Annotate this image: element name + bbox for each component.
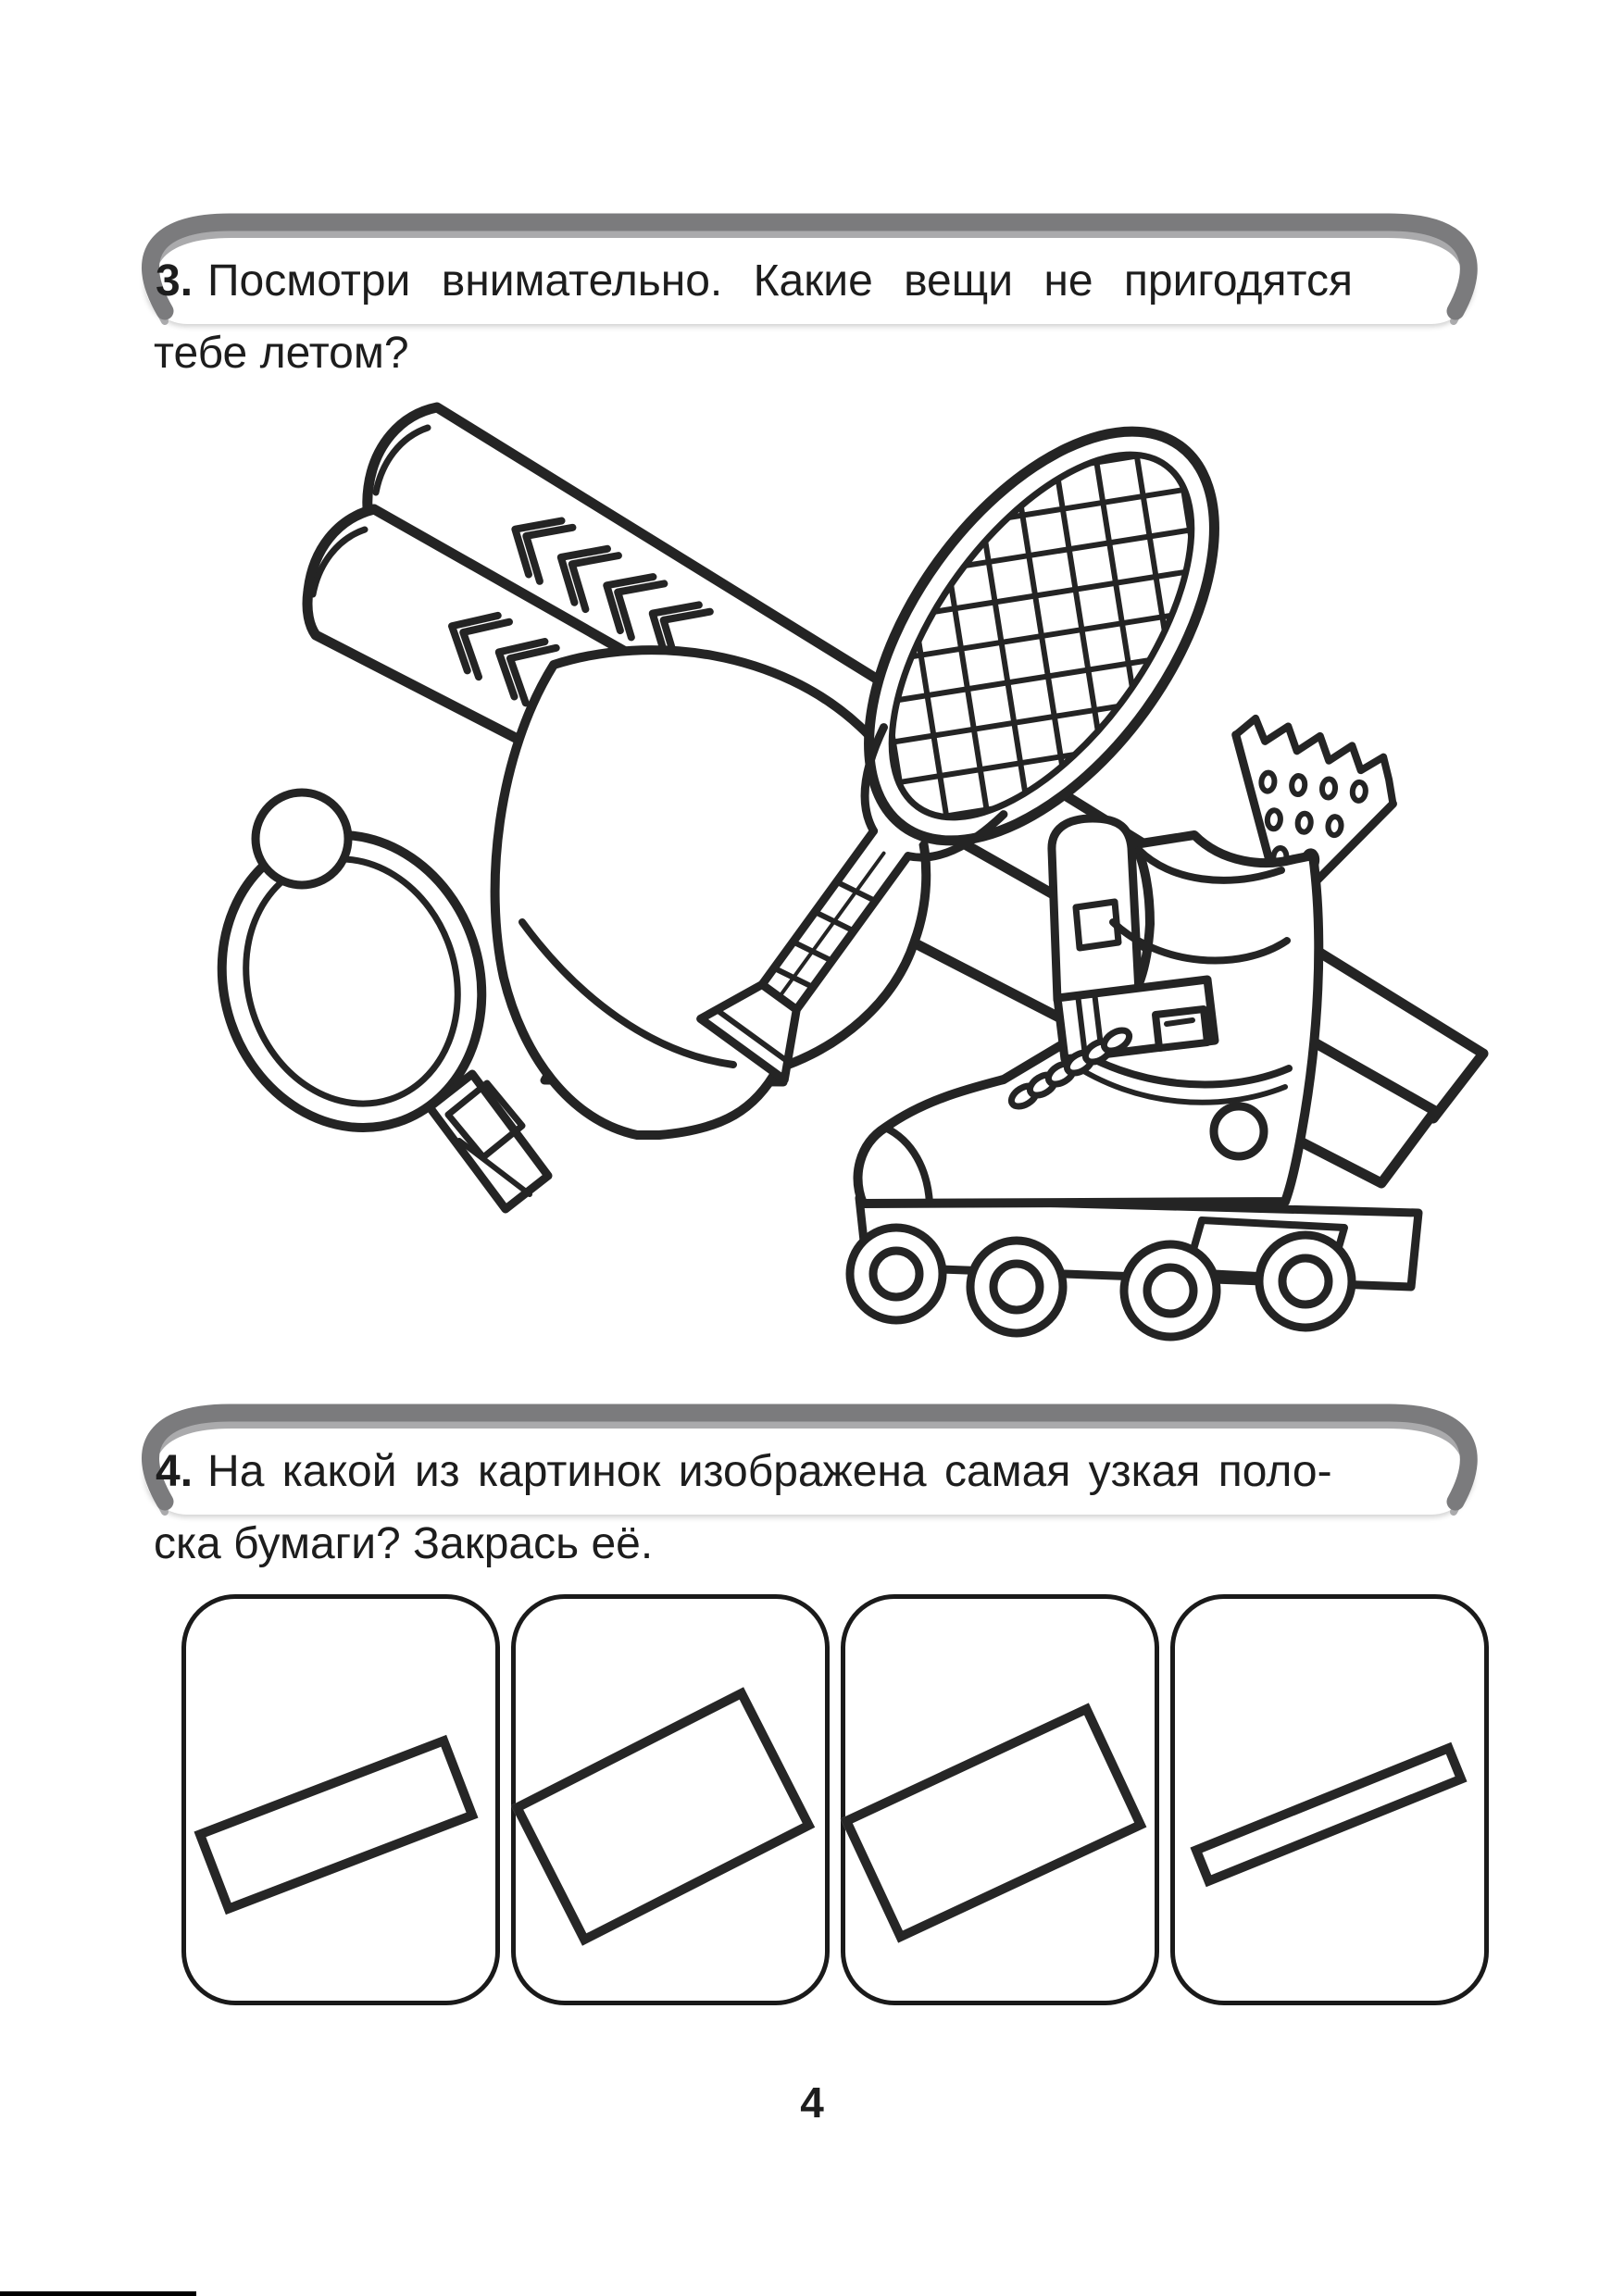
strip-options-row [181, 1594, 1489, 2005]
page-number: 4 [800, 2078, 824, 2127]
table-tennis-ball-icon[interactable] [256, 792, 348, 885]
task-3-text-line-1 [156, 256, 1353, 306]
task-4-text-line-2: ска бумаги? Закрась её. [154, 1519, 654, 1568]
paper-strip-widest[interactable] [511, 1687, 815, 1945]
scan-crop-mark [0, 2291, 196, 2296]
option-card-4[interactable] [1170, 1594, 1489, 2005]
option-card-2[interactable] [511, 1594, 830, 2005]
task-4-question: На какой из картинок изображена самая узкая поло- [207, 1447, 1332, 1496]
paper-strip-narrowest[interactable] [1190, 1742, 1467, 1888]
task-4-text-line-1 [156, 1447, 1332, 1496]
task-3-question: Посмотри внимательно. Какие вещи не пригодятся [207, 256, 1353, 306]
task-3-number: 3. [156, 256, 194, 306]
option-card-1[interactable] [181, 1594, 500, 2005]
paper-strip-medium[interactable] [194, 1735, 478, 1915]
sports-equipment-illustration [130, 400, 1500, 1363]
paper-strip-wide[interactable] [841, 1703, 1147, 1942]
task-3-text-line-2: тебе летом? [154, 329, 409, 378]
task-4-number: 4. [156, 1447, 194, 1496]
task-3-banner [124, 211, 1494, 326]
option-card-3[interactable] [841, 1594, 1159, 2005]
task-4-banner [124, 1402, 1494, 1516]
